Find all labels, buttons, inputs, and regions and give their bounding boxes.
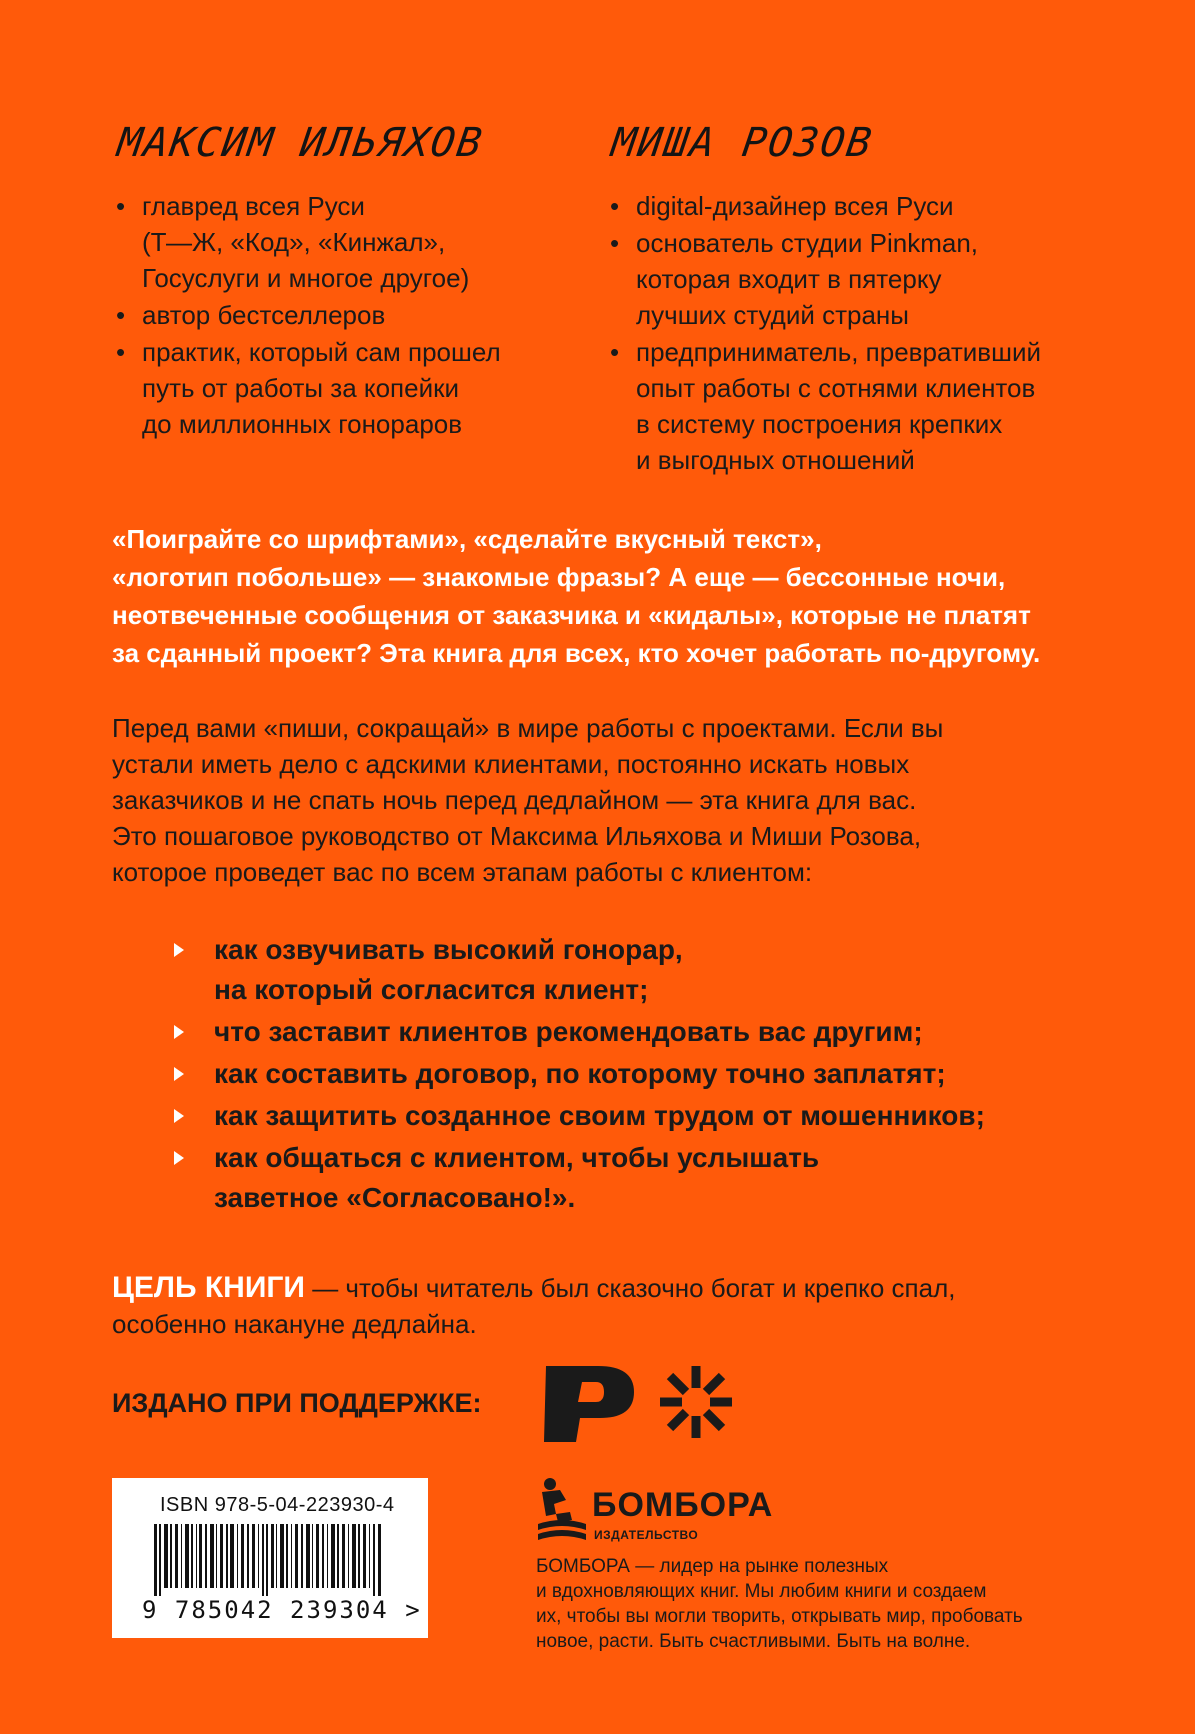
book-goal <box>112 1270 1112 1342</box>
list-item: • основатель студии Pinkman, которая входит в пятерку лучших студий страны <box>606 225 1106 333</box>
list-item: как общаться с клиентом, чтобы услышать заветное «Согласовано!». <box>170 1138 1070 1218</box>
triangle-bullet-icon <box>174 1109 184 1123</box>
triangle-bullet-icon <box>174 1151 184 1165</box>
list-item: • предприниматель, превративший опыт работы с сотнями клиентов в систему построения крепких и выгодных отношений <box>606 334 1106 478</box>
sponsor-logo <box>538 1358 738 1448</box>
publisher-name: БОМБОРА <box>592 1486 774 1524</box>
triangle-bullet-icon <box>174 943 184 957</box>
list-item: как составить договор, по которому точно заплатят; <box>170 1054 1070 1094</box>
triangle-bullet-icon <box>174 1067 184 1081</box>
publisher-logo <box>536 1476 774 1551</box>
book-goal-text: — чтобы читатель был сказочно богат и крепко спал, особенно накануне дедлайна. <box>112 1273 956 1339</box>
triangle-bullet-icon <box>174 1025 184 1039</box>
list-item: • digital-дизайнер всея Руси <box>606 188 1106 224</box>
author-bullets-ilyakhov <box>112 188 582 443</box>
author-name-rozov: МИША РОЗОВ <box>608 120 877 166</box>
isbn-digits: 9 785042 239304 > <box>142 1596 422 1624</box>
lead-paragraph: «Поиграйте со шрифтами», «сделайте вкусный текст», «логотип побольше» — знакомые фразы? А еще — бессонные ночи, неотвеченные сообщения от заказчика и «кидалы», которые не платят за сданный проект? Эта книга для всех, кто хочет работать по-другому. <box>112 524 1041 668</box>
support-label: ИЗДАНО ПРИ ПОДДЕРЖКЕ: <box>112 1388 482 1418</box>
body-paragraph: Перед вами «пиши, сокращай» в мире работы с проектами. Если вы устали иметь дело с адскими клиентами, постоянно искать новых заказчиков и не спать ночь перед дедлайном — эта книга для вас. Это пошаговое руководство от Максима Ильяхова и Миши Розова, которое проведет вас по всем этапам работы с клиентом: <box>112 713 944 887</box>
barcode-icon <box>154 1524 386 1596</box>
list-item: что заставит клиентов рекомендовать вас другим; <box>170 1012 1070 1052</box>
publisher-description: БОМБОРА — лидер на рынке полезных и вдохновляющих книг. Мы любим книги и создаем их, чтобы вы могли творить, открывать мир, пробовать новое, расти. Быть счастливыми. Быть на волне. <box>536 1556 1023 1652</box>
isbn-number: ISBN 978-5-04-223930-4 <box>160 1494 395 1516</box>
list-item: как озвучивать высокий гонорар, на который согласится клиент; <box>170 930 1070 1010</box>
publisher-subtitle: ИЗДАТЕЛЬСТВО <box>594 1528 699 1542</box>
book-goal-heading: ЦЕЛЬ КНИГИ <box>112 1271 305 1304</box>
list-item: • главред всея Руси (Т—Ж, «Код», «Кинжал», Госуслуги и многое другое) <box>112 188 582 296</box>
list-item: • практик, который сам прошел путь от работы за копейки до миллионных гонораров <box>112 334 582 442</box>
author-name-ilyakhov: МАКСИМ ИЛЬЯХОВ <box>114 120 487 166</box>
isbn-barcode-box <box>112 1478 428 1638</box>
author-bullets-rozov <box>606 188 1106 479</box>
list-item: как защитить созданное своим трудом от мошенников; <box>170 1096 1070 1136</box>
bombora-figure-icon <box>536 1476 588 1546</box>
key-points-list <box>170 930 1070 1220</box>
list-item: • автор бестселлеров <box>112 297 582 333</box>
